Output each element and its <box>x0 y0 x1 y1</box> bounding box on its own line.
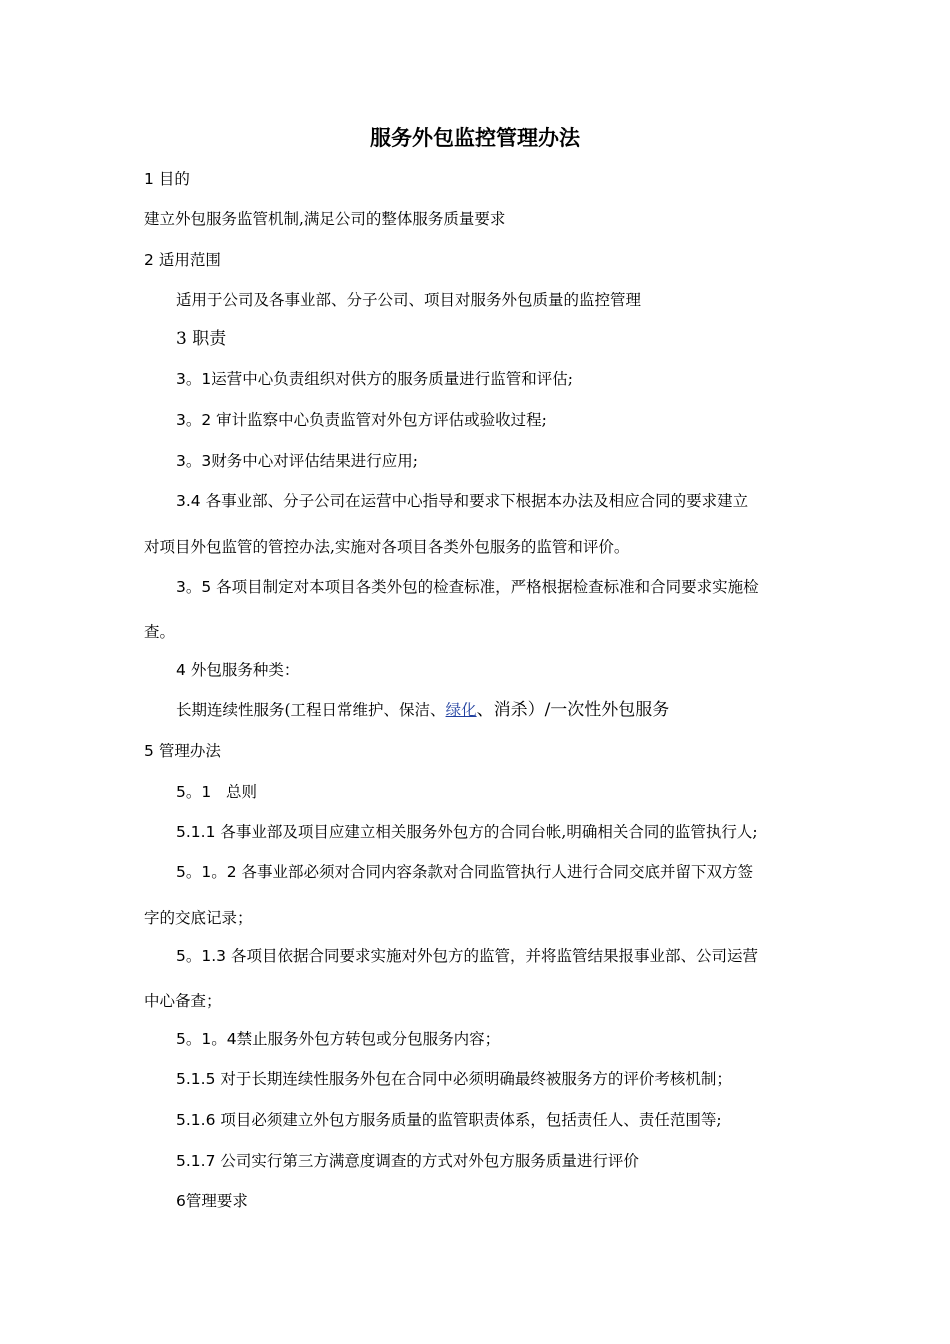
clause-number: 5.1.5 <box>176 1070 216 1088</box>
section-number: 1 <box>144 170 154 188</box>
clause-3-4-continued: 对项目外包监管的管控办法,实施对各项目各类外包服务的监管和评价。 <box>144 538 630 556</box>
section-1-text: 建立外包服务监管机制,满足公司的整体服务质量要求 <box>144 210 506 228</box>
clause-text: 各项目制定对本项目各类外包的检查标准，严格根据检查标准和合同要求实施检 <box>216 578 759 596</box>
clause-number: 5。1。4 <box>176 1030 237 1048</box>
clause-text: 各事业部、分子公司在运营中心指导和要求下根据本办法及相应合同的要求建立 <box>205 492 749 510</box>
section-2-text: 适用于公司及各事业部、分子公司、项目对服务外包质量的监控管理 <box>176 291 642 309</box>
clause-5-1-2 <box>176 861 753 883</box>
clause-3-4 <box>176 490 748 512</box>
section-4-heading <box>176 659 299 681</box>
clause-number: 5.1.6 <box>176 1111 216 1129</box>
section-label: 管理办法 <box>158 742 221 760</box>
clause-text: 总则 <box>226 783 258 801</box>
section-label: 目的 <box>158 170 190 188</box>
clause-3-1 <box>176 368 573 390</box>
section-6-heading <box>176 1190 248 1212</box>
clause-5-1-3-continued: 中心备查； <box>144 992 222 1010</box>
clause-text: 禁止服务外包方转包或分包服务内容； <box>236 1030 501 1048</box>
clause-text: 财务中心对评估结果进行应用; <box>211 452 418 470</box>
clause-number: 3。3 <box>176 452 212 470</box>
section-5-heading <box>144 740 221 762</box>
clause-text: 审计监察中心负责监管对外包方评估或验收过程; <box>211 411 547 429</box>
clause-number: 3。2 <box>176 411 212 429</box>
clause-3-3 <box>176 450 418 472</box>
clause-number: 5.1.7 <box>176 1152 216 1170</box>
clause-text: 各事业部必须对合同内容条款对合同监管执行人进行合同交底并留下双方签 <box>236 863 754 881</box>
clause-5-1-5 <box>176 1068 732 1090</box>
clause-text: 对于长期连续性服务外包在合同中必须明确最终被服务方的评价考核机制； <box>215 1070 732 1088</box>
clause-3-5 <box>176 576 759 598</box>
service-types-text-end: 、消杀）/一次性外包服务 <box>476 700 670 720</box>
clause-number: 5。1 <box>176 783 212 801</box>
clause-number: 5。1。2 <box>176 863 237 881</box>
section-label: 外包服务种类： <box>190 661 300 679</box>
section-number: 6 <box>176 1192 186 1210</box>
section-label: 适用范围 <box>158 251 221 269</box>
clause-number: 5。1.3 <box>176 947 227 965</box>
section-3-heading: 3 职责 <box>176 329 227 349</box>
clause-5-1-4 <box>176 1028 500 1050</box>
clause-text: 项目必须建立外包方服务质量的监管职责体系，包括责任人、责任范围等; <box>215 1111 722 1129</box>
clause-text: 各事业部及项目应建立相关服务外包方的合同台帐,明确相关合同的监管执行人; <box>220 823 758 841</box>
clause-text: 各项目依据合同要求实施对外包方的监管，并将监管结果报事业部、公司运营 <box>226 947 758 965</box>
clause-3-5-continued: 查。 <box>144 623 176 641</box>
clause-3-2 <box>176 409 547 431</box>
document-title: 服务外包监控管理办法 <box>370 125 580 150</box>
clause-text: 运营中心负责组织对供方的服务质量进行监管和评估; <box>211 370 573 388</box>
section-number: 5 <box>144 742 154 760</box>
clause-5-1-1 <box>176 821 758 843</box>
clause-number: 3。5 <box>176 578 212 596</box>
clause-number: 3.4 <box>176 492 201 510</box>
section-1-heading <box>144 168 190 190</box>
clause-5-1-3 <box>176 945 758 967</box>
section-number: 4 <box>176 661 186 679</box>
section-number: 2 <box>144 251 154 269</box>
clause-text: 公司实行第三方满意度调查的方式对外包方服务质量进行评价 <box>220 1152 639 1170</box>
section-4-text <box>176 699 669 721</box>
clause-5-1-7 <box>176 1150 639 1172</box>
clause-number: 3。1 <box>176 370 212 388</box>
clause-number: 5.1.1 <box>176 823 216 841</box>
clause-5-1 <box>176 781 257 803</box>
greening-link[interactable]: 绿化 <box>445 701 477 719</box>
service-types-text: 长期连续性服务(工程日常维护、保洁、 <box>176 701 446 719</box>
clause-5-1-6 <box>176 1109 722 1131</box>
section-2-heading <box>144 249 221 271</box>
clause-5-1-2-continued: 字的交底记录； <box>144 909 253 927</box>
section-label: 管理要求 <box>185 1192 248 1210</box>
